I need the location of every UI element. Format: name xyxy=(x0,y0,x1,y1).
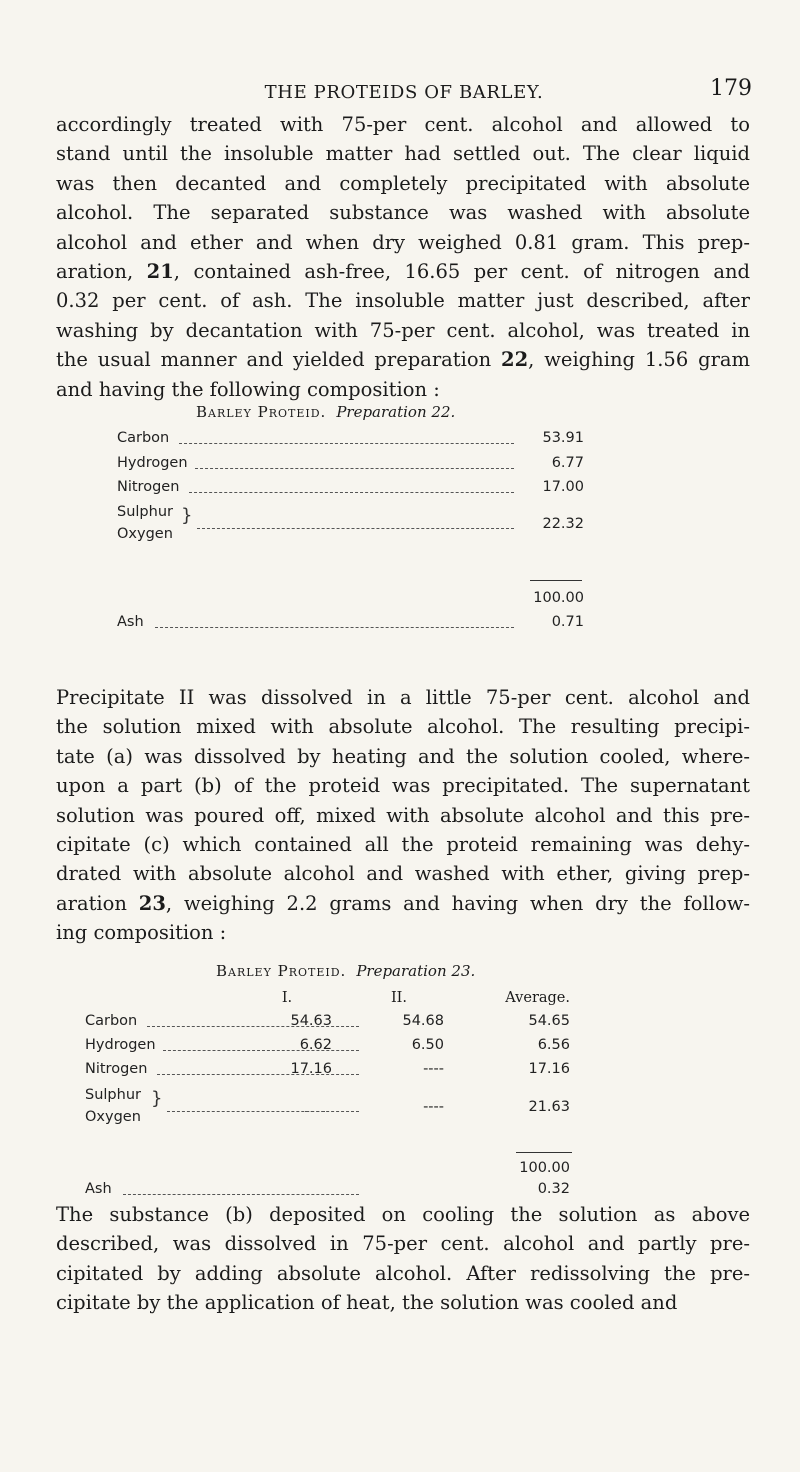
average-value: 17.16 xyxy=(528,1061,570,1077)
text-line: solution was poured off, mixed with absolute alcohol and this pre- xyxy=(56,803,750,827)
row-label: Sulphur xyxy=(117,504,173,520)
table-2-caption xyxy=(216,962,475,980)
table-1-caption-title: Barley Proteid. xyxy=(196,403,327,421)
col1-value: 54.63 xyxy=(290,1013,332,1029)
leader-dots xyxy=(189,492,514,493)
text-line: cipitate by the application of heat, the solution was cooled and xyxy=(56,1291,678,1315)
ash-row xyxy=(85,1181,585,1201)
text-line: cipitated by adding absolute alcohol. After redissolving the pre- xyxy=(56,1261,750,1285)
paragraph-2 xyxy=(56,683,750,948)
col2-value: ---- xyxy=(423,1099,444,1115)
text-line: alcohol and ether and when dry weighed 0.81 gram. This prep- xyxy=(56,230,750,254)
table-row xyxy=(117,504,597,550)
row-value: 17.00 xyxy=(542,479,584,495)
row-label: Hydrogen xyxy=(117,455,188,471)
table-row xyxy=(117,455,597,475)
table-1-caption-preparation: Preparation 22. xyxy=(336,403,456,421)
table-row xyxy=(85,1087,585,1133)
paragraph-1 xyxy=(56,110,750,404)
text-line: was then decanted and completely precipitated with absolute xyxy=(56,171,750,195)
leader-dots xyxy=(179,443,514,444)
leader-dots xyxy=(123,1194,359,1195)
col2-value: ---- xyxy=(423,1061,444,1077)
total-value: 100.00 xyxy=(519,1160,570,1176)
text-line: ing composition : xyxy=(56,921,227,945)
row-label: Nitrogen xyxy=(85,1061,148,1077)
brace-glyph: } xyxy=(181,505,193,526)
row-value: 22.32 xyxy=(542,516,584,532)
table-row xyxy=(85,1013,585,1033)
col2-value: 54.68 xyxy=(402,1013,444,1029)
ash-row xyxy=(117,614,597,634)
brace-glyph: } xyxy=(151,1088,163,1109)
text-line: drated with absolute alcohol and washed with ether, giving prep- xyxy=(56,862,750,886)
text-line: cipitate (c) which contained all the proteid remaining was dehy- xyxy=(56,833,750,857)
table-row xyxy=(85,1037,585,1057)
text-line: washing by decantation with 75-per cent. alcohol, was treated in xyxy=(56,318,750,342)
preparation-number: 21 xyxy=(146,260,174,284)
column-header: I. xyxy=(281,990,293,1006)
leader-dots xyxy=(167,1111,359,1112)
text-line: Precipitate II was dissolved in a little 75-per cent. alcohol and xyxy=(56,686,750,709)
row-label: Oxygen xyxy=(117,526,173,542)
average-value: 21.63 xyxy=(528,1099,570,1115)
text-line: the solution mixed with absolute alcohol. The resulting precipi- xyxy=(56,715,750,739)
table-row xyxy=(117,479,597,499)
table-2-caption-preparation: Preparation 23. xyxy=(356,962,476,980)
text-line: alcohol. The separated substance was washed with absolute xyxy=(56,201,750,225)
text-line: tate (a) was dissolved by heating and the solution cooled, where- xyxy=(56,744,750,768)
preparation-number: 23 xyxy=(138,891,166,915)
text-line: stand until the insoluble matter had settled out. The clear liquid xyxy=(56,142,750,166)
table-row xyxy=(85,1061,585,1081)
text-line: described, was dissolved in 75-per cent. alcohol and partly pre- xyxy=(56,1232,750,1256)
col1-value: 6.62 xyxy=(299,1037,332,1053)
total-value: 100.00 xyxy=(533,590,584,606)
text-line: and having the following composition : xyxy=(56,377,440,401)
leader-dots xyxy=(195,468,514,469)
table-2-caption-title: Barley Proteid. xyxy=(216,962,347,980)
sum-rule xyxy=(530,580,582,581)
col1-value: 17.16 xyxy=(290,1061,332,1077)
sum-rule xyxy=(516,1152,572,1153)
page-number: 179 xyxy=(710,76,752,101)
col2-value: 6.50 xyxy=(411,1037,444,1053)
text-line: accordingly treated with 75-per cent. alcohol and allowed to xyxy=(56,113,750,136)
row-label: Ash xyxy=(117,614,144,630)
average-value: 0.32 xyxy=(537,1181,570,1197)
running-head: THE PROTEIDS OF BARLEY. xyxy=(264,82,544,103)
row-value: 53.91 xyxy=(542,430,584,446)
text-line: The substance (b) deposited on cooling the solution as above xyxy=(56,1203,750,1226)
column-header: II. xyxy=(390,990,408,1006)
row-label: Nitrogen xyxy=(117,479,180,495)
row-value: 6.77 xyxy=(551,455,584,471)
average-value: 54.65 xyxy=(528,1013,570,1029)
table-1-caption xyxy=(196,403,455,421)
text-line: upon a part (b) of the proteid was precipitated. The supernatant xyxy=(56,774,750,798)
text-line: aration 23, weighing 2.2 grams and having when dry the follow- xyxy=(56,891,750,915)
paragraph-3 xyxy=(56,1200,750,1318)
row-label: Carbon xyxy=(85,1013,138,1029)
text-line: 0.32 per cent. of ash. The insoluble matter just described, after xyxy=(56,289,750,313)
text-line: aration, 21, contained ash-free, 16.65 per cent. of nitrogen and xyxy=(56,260,750,284)
row-label: Sulphur xyxy=(85,1087,141,1103)
table-row xyxy=(117,430,597,450)
row-label: Hydrogen xyxy=(85,1037,156,1053)
row-label: Carbon xyxy=(117,430,170,446)
preparation-number: 22 xyxy=(501,348,529,372)
row-label: Ash xyxy=(85,1181,112,1197)
leader-dots xyxy=(155,627,514,628)
text-line: the usual manner and yielded preparation 22, weighing 1.56 gram xyxy=(56,348,751,372)
column-header: Average. xyxy=(505,990,570,1006)
average-value: 6.56 xyxy=(537,1037,570,1053)
leader-dots xyxy=(305,1111,325,1112)
leader-dots xyxy=(197,528,514,529)
page-header xyxy=(56,76,752,112)
row-label: Oxygen xyxy=(85,1109,141,1125)
row-value: 0.71 xyxy=(551,614,584,630)
